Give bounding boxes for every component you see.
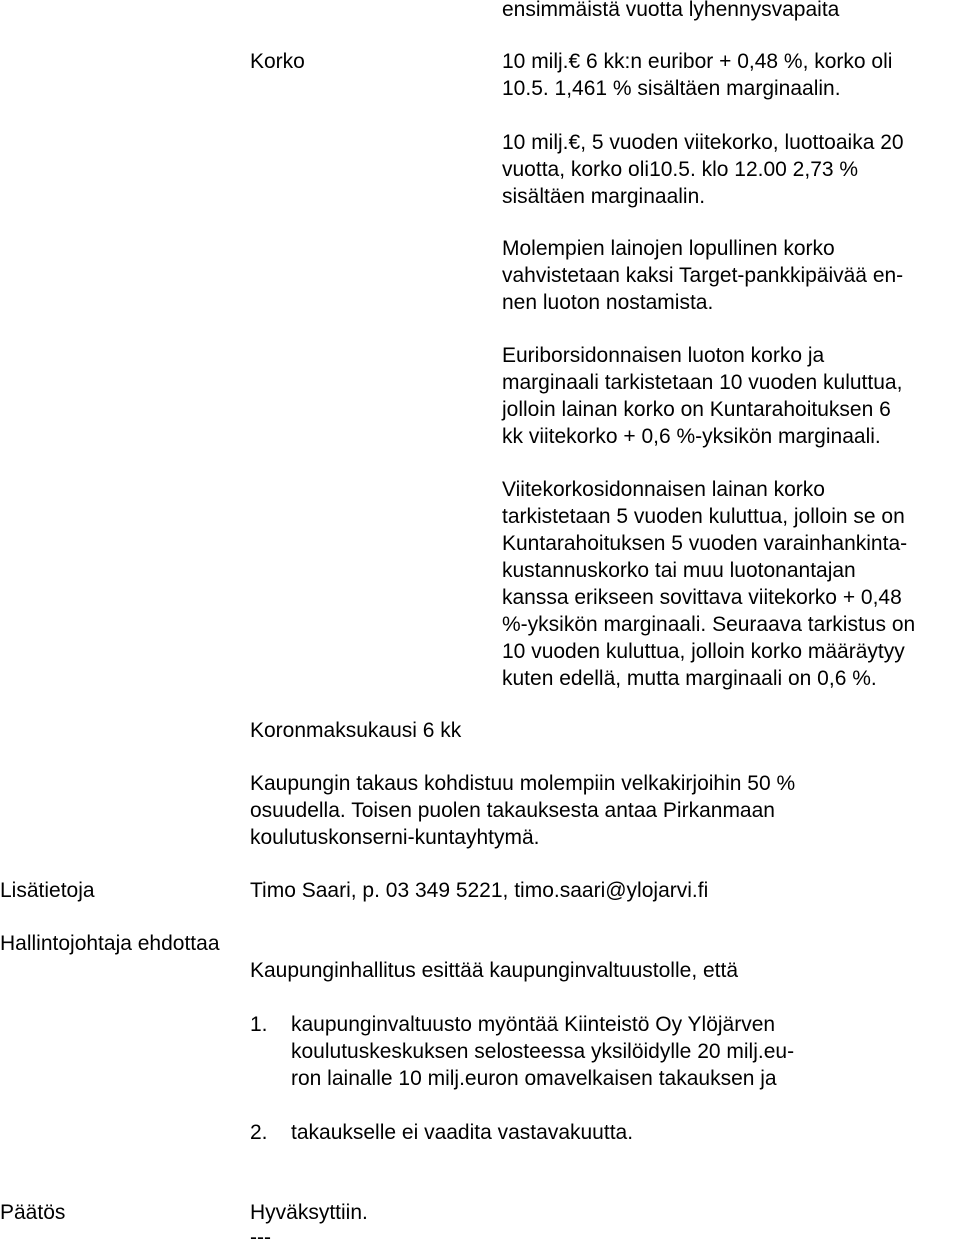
- koronmaksukausi: Koronmaksukausi 6 kk: [250, 719, 462, 742]
- paatos-label: Päätös: [0, 1201, 66, 1224]
- text-line: ron lainalle 10 milj.euron omavelkaisen takauksen ja: [291, 1067, 777, 1090]
- text-line: Viitekorkosidonnaisen lainan korko: [502, 478, 825, 501]
- text-line: kaupunginvaltuusto myöntää Kiinteistö Oy Ylöjärven: [291, 1013, 776, 1036]
- korko-label: Korko: [250, 50, 305, 73]
- list-number: 2.: [250, 1121, 268, 1144]
- proposal-intro: Kaupunginhallitus esittää kaupunginvaltuustolle, että: [250, 959, 739, 982]
- lisatietoja-label: Lisätietoja: [0, 879, 95, 902]
- lisatietoja-value: Timo Saari, p. 03 349 5221, timo.saari@ylojarvi.fi: [250, 879, 709, 902]
- text-line: osuudella. Toisen puolen takauksesta antaa Pirkanmaan: [250, 799, 775, 822]
- text-line: %-yksikön marginaali. Seuraava tarkistus on: [502, 613, 916, 636]
- separator: ---: [250, 1226, 271, 1249]
- text-line: marginaali tarkistetaan 10 vuoden kuluttua,: [502, 371, 903, 394]
- text-line: koulutuskeskuksen selosteessa yksilöidylle 20 milj.eu-: [291, 1040, 795, 1063]
- text-line: Molempien lainojen lopullinen korko: [502, 237, 835, 260]
- text-line: Kuntarahoituksen 5 vuoden varainhankinta-: [502, 532, 908, 555]
- hallintojohtaja-label: Hallintojohtaja ehdottaa: [0, 932, 220, 955]
- text-line: 10.5. 1,461 % sisältäen marginaalin.: [502, 77, 841, 100]
- text-line: kanssa erikseen sovittava viitekorko + 0,48: [502, 586, 902, 609]
- text-line: Euriborsidonnaisen luoton korko ja: [502, 344, 825, 367]
- text-line: 10 milj.€, 5 vuoden viitekorko, luottoaika 20: [502, 131, 904, 154]
- text-line: kuten edellä, mutta marginaali on 0,6 %.: [502, 667, 877, 690]
- list-number: 1.: [250, 1013, 268, 1036]
- text-line: vuotta, korko oli10.5. klo 12.00 2,73 %: [502, 158, 859, 181]
- text-line: jolloin lainan korko on Kuntarahoituksen 6: [502, 398, 891, 421]
- text-line: tarkistetaan 5 vuoden kuluttua, jolloin se on: [502, 505, 905, 528]
- text-line: sisältäen marginaalin.: [502, 185, 706, 208]
- text-line: kustannuskorko tai muu luotonantajan: [502, 559, 856, 582]
- text-line: 10 vuoden kuluttua, jolloin korko määräytyy: [502, 640, 905, 663]
- text-line: nen luoton nostamista.: [502, 291, 714, 314]
- text-line: vahvistetaan kaksi Target-pankkipäivää en-: [502, 264, 904, 287]
- text-line: Kaupungin takaus kohdistuu molempiin velkakirjoihin 50 %: [250, 772, 796, 795]
- top-fragment: ensimmäistä vuotta lyhennysvapaita: [502, 0, 840, 21]
- text-line: 10 milj.€ 6 kk:n euribor + 0,48 %, korko oli: [502, 50, 893, 73]
- text-line: koulutuskonserni-kuntayhtymä.: [250, 826, 540, 849]
- text-line: takaukselle ei vaadita vastavakuutta.: [291, 1121, 634, 1144]
- text-line: kk viitekorko + 0,6 %-yksikön marginaali.: [502, 425, 881, 448]
- paatos-value: Hyväksyttiin.: [250, 1201, 368, 1224]
